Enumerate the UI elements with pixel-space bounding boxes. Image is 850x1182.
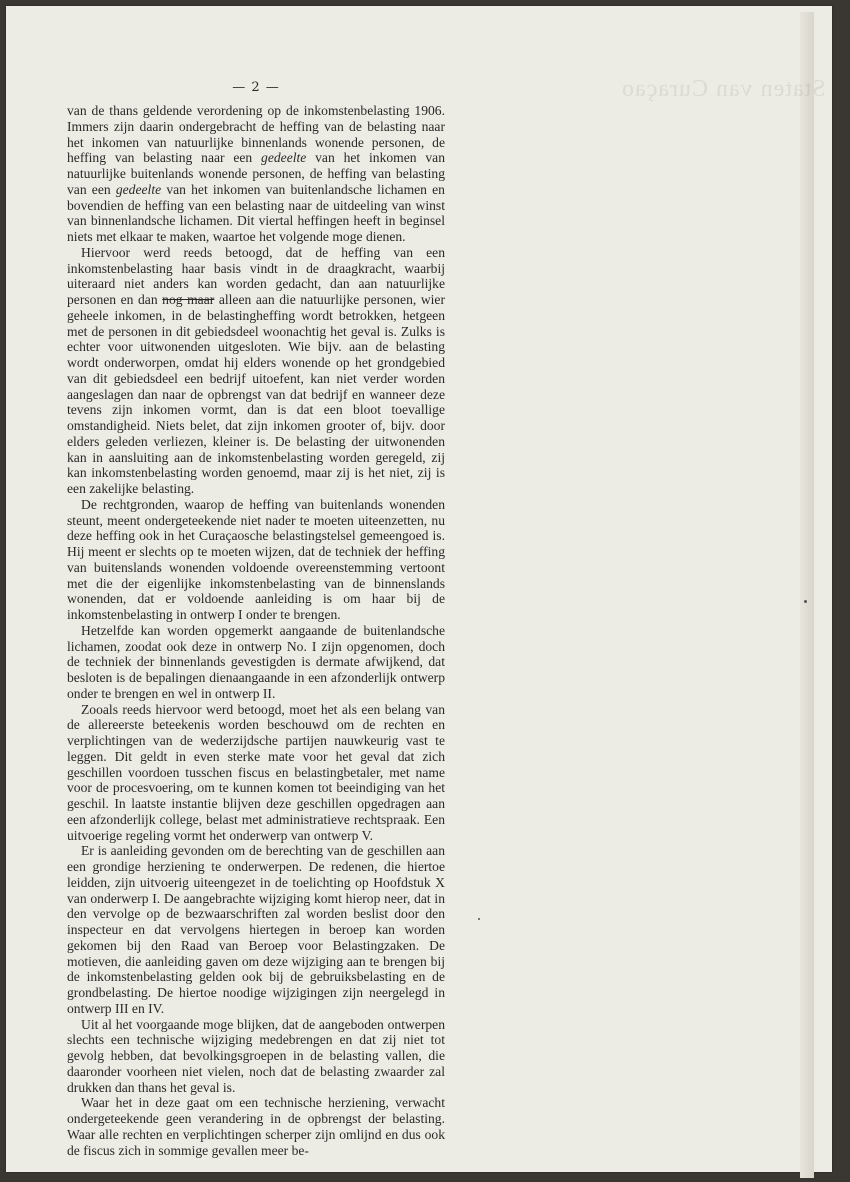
page-fold-shadow [800, 12, 814, 1178]
body-text [67, 103, 445, 1158]
document-page [6, 6, 832, 1172]
paragraph: Waar het in deze gaat om een technische herziening, verwacht ondergeteekende geen verandering in de opbrengst der belasting. Waar alle rechten en verplichtingen scherper zijn omlijnd en dus ook de fiscus zich in sommige gevallen meer be- [67, 1095, 445, 1158]
page-number: — 2 — [232, 80, 280, 95]
paragraph: Hiervoor werd reeds betoogd, dat de heffing van een inkomstenbelasting haar basis vindt in de draagkracht, waarbij uiteraard niet anders kan worden gedacht, dan aan natuurlijke personen en dan nog maar alleen aan die natuurlijke personen, wier geheele inkomen, in de belastingheffing wordt betrokken, hetgeen met de personen in dit gebiedsdeel woonachtig het geval is. Zulks is echter voor uitwonenden uitgesloten. Wie bijv. aan de belasting wordt onderworpen, omdat hij elders wonende op het grondgebied van dit gebiedsdeel een bedrijf uitoefent, kan niet verder worden aangeslagen dan naar de opbrengst van dat bedrijf en wanneer deze tevens zijn inkomen vormt, dan is dat een bloot toevallige omstandigheid. Niets belet, dat zijn inkomen grooter of, bijv. door elders geleden verliezen, kleiner is. De belasting der uitwonenden kan in aansluiting aan de inkomstenbelasting worden geregeld, zij kan inkomstenbelasting worden genoemd, maar zij is het niet, zij is een zakelijke belasting. [67, 244, 445, 496]
struck-text: nog maar [162, 292, 215, 307]
paragraph: Zooals reeds hiervoor werd betoogd, moet het als een belang van de allereerste beteekenis worden beschouwd om de rechten en verplichtingen van de wederzijdsche partijen nauwkeurig vast te leggen. Dit geldt in even sterke mate voor het geval dat zich geschillen voordoen tusschen fiscus en belastingbetaler, met name voor de procesvoering, om te kunnen komen tot beeindiging van het geschil. In laatste instantie blijven deze geschillen opgedragen aan een afzonderlijk college, belast met administratieve rechtspraak. Een uitvoerige regeling vormt het onderwerp van ontwerp V. [67, 701, 445, 843]
paragraph: De rechtgronden, waarop de heffing van buitenlands wonenden steunt, meent ondergeteekende niet nader te moeten uiteenzetten, nu deze heffing ook in het Curaçaosche belastingstelsel gemeengoed is. Hij meent er slechts op te moeten wijzen, dat de techniek der heffing van buitenslands wonenden voldoende overeenstemming vertoont met die der eigenlijke inkomstenbelasting van de binnenslands wonenden, dat er voldoende aanleiding is om haar bij de inkomstenbelasting in ontwerp I onder te brengen. [67, 496, 445, 622]
show-through-text: Staten van Curaçao [621, 76, 826, 102]
paragraph: Uit al het voorgaande moge blijken, dat de aangeboden ontwerpen slechts een technische wijziging medebrengen en dat zij niet tot gevolg hebben, dat bevolkingsgroepen in de belasting vallen, die daaronder voorheen niet vielen, noch dat de belasting zwaarder zal drukken dan thans het geval is. [67, 1016, 445, 1095]
paragraph: van de thans geldende verordening op de inkomstenbelasting 1906. Immers zijn daarin ondergebracht de heffing van de belasting naar het inkomen van natuurlijke binnenlands wonende personen, de heffing van belasting naar een gedeelte van het inkomen van natuurlijke buitenlands wonende personen, de heffing van belasting van een gedeelte van het inkomen van buitenlandsche lichamen en bovendien de heffing van een belasting naar de uitdeeling van winst van binnenlandsche lichamen. Dit viertal heffingen heeft in beginsel niets met elkaar te maken, waartoe het volgende moge dienen. [67, 103, 446, 244]
paper-speck [804, 600, 807, 603]
emphasis: gedeelte [261, 150, 307, 166]
paragraph: Er is aanleiding gevonden om de berechting van de geschillen aan een grondige herziening te onderwerpen. De redenen, die hiertoe leidden, zijn uitvoerig uiteengezet in de toelichting op Hoofdstuk X van onderwerp I. De aangebrachte wijziging komt hierop neer, dat in den vervolge op de bezwaarschriften zal worden beslist door den inspecteur en dat vervolgens hiertegen in beroep kan worden gekomen bij den Raad van Beroep voor Belastingzaken. De motieven, die aanleiding gaven om deze wijziging aan te brengen bij de inkomstenbelasting gelden ook bij de gebruiksbelasting en de grondbelasting. De hiertoe noodige wijzigingen zijn neergelegd in ontwerp III en IV. [67, 843, 445, 1016]
paper-speck [478, 918, 480, 920]
emphasis: gedeelte [115, 181, 162, 197]
paragraph: Hetzelfde kan worden opgemerkt aangaande de buitenlandsche lichamen, zoodat ook deze in ontwerp No. I zijn opgenomen, doch de techniek der binnenlands gevestigden is dermate afwijkend, dat besloten is de bepalingen dienaangaande in een afzonderlijk ontwerp onder te brengen en wel in ontwerp II. [67, 622, 445, 701]
